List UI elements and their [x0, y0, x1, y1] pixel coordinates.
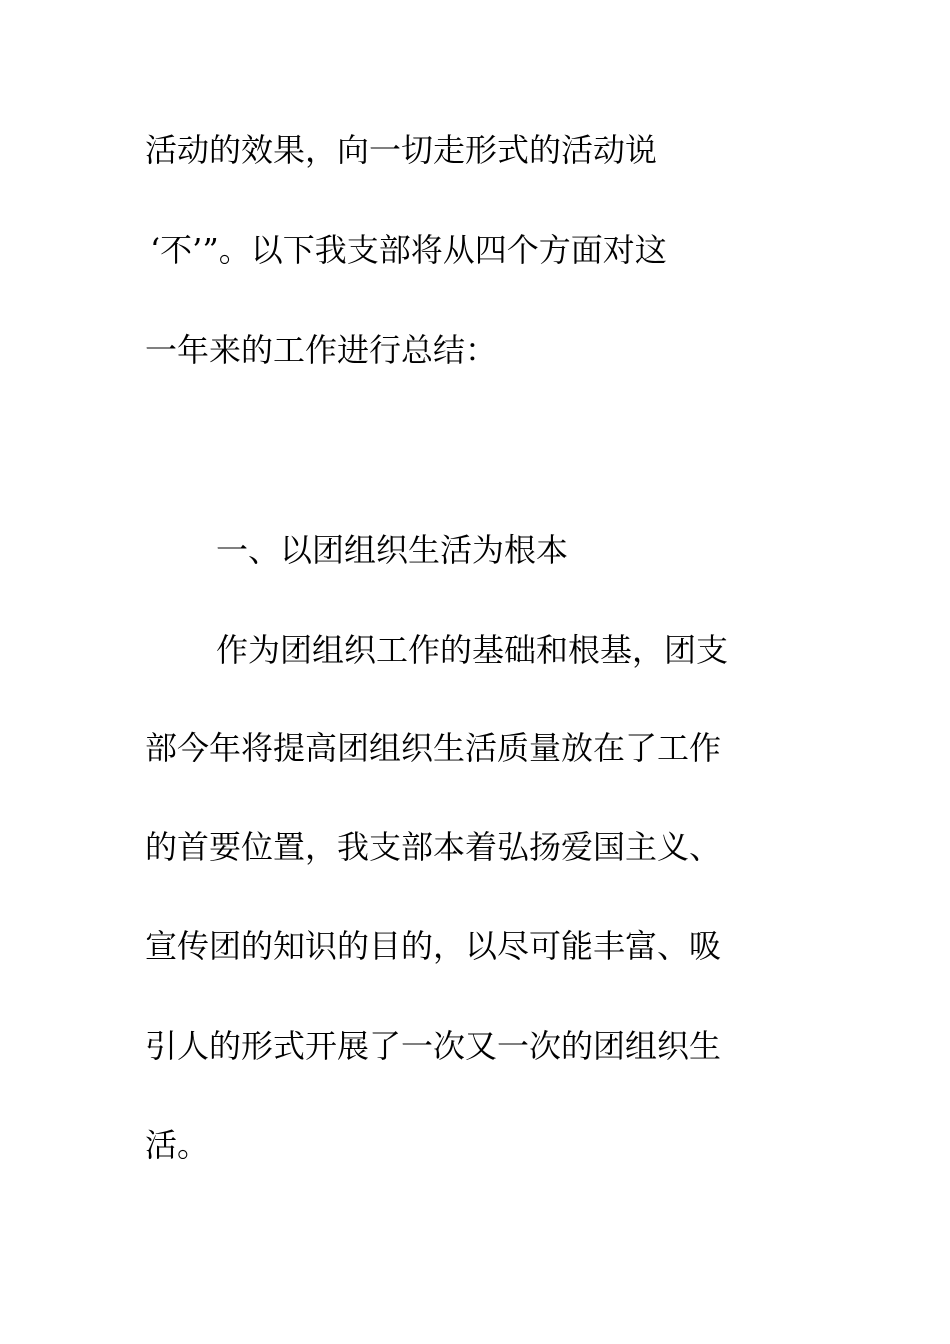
paragraph-line: 一年来的工作进行总结： — [145, 331, 498, 369]
paragraph-line: 活动的效果，向一切走形式的活动说 — [145, 131, 658, 169]
paragraph-line: ‘不’”。以下我支部将从四个方面对这 — [150, 231, 667, 269]
paragraph-line: 活。 — [145, 1126, 210, 1164]
paragraph-line: 部今年将提高团组织生活质量放在了工作 — [145, 729, 722, 767]
paragraph-line: 作为团组织工作的基础和根基，团支 — [216, 631, 729, 669]
paragraph-line: 引人的形式开展了一次又一次的团组织生 — [145, 1027, 722, 1065]
paragraph-line: 的首要位置，我支部本着弘扬爱国主义、 — [145, 828, 722, 866]
paragraph-line: 宣传团的知识的目的，以尽可能丰富、吸 — [145, 927, 722, 965]
section-heading: 一、以团组织生活为根本 — [216, 531, 569, 569]
